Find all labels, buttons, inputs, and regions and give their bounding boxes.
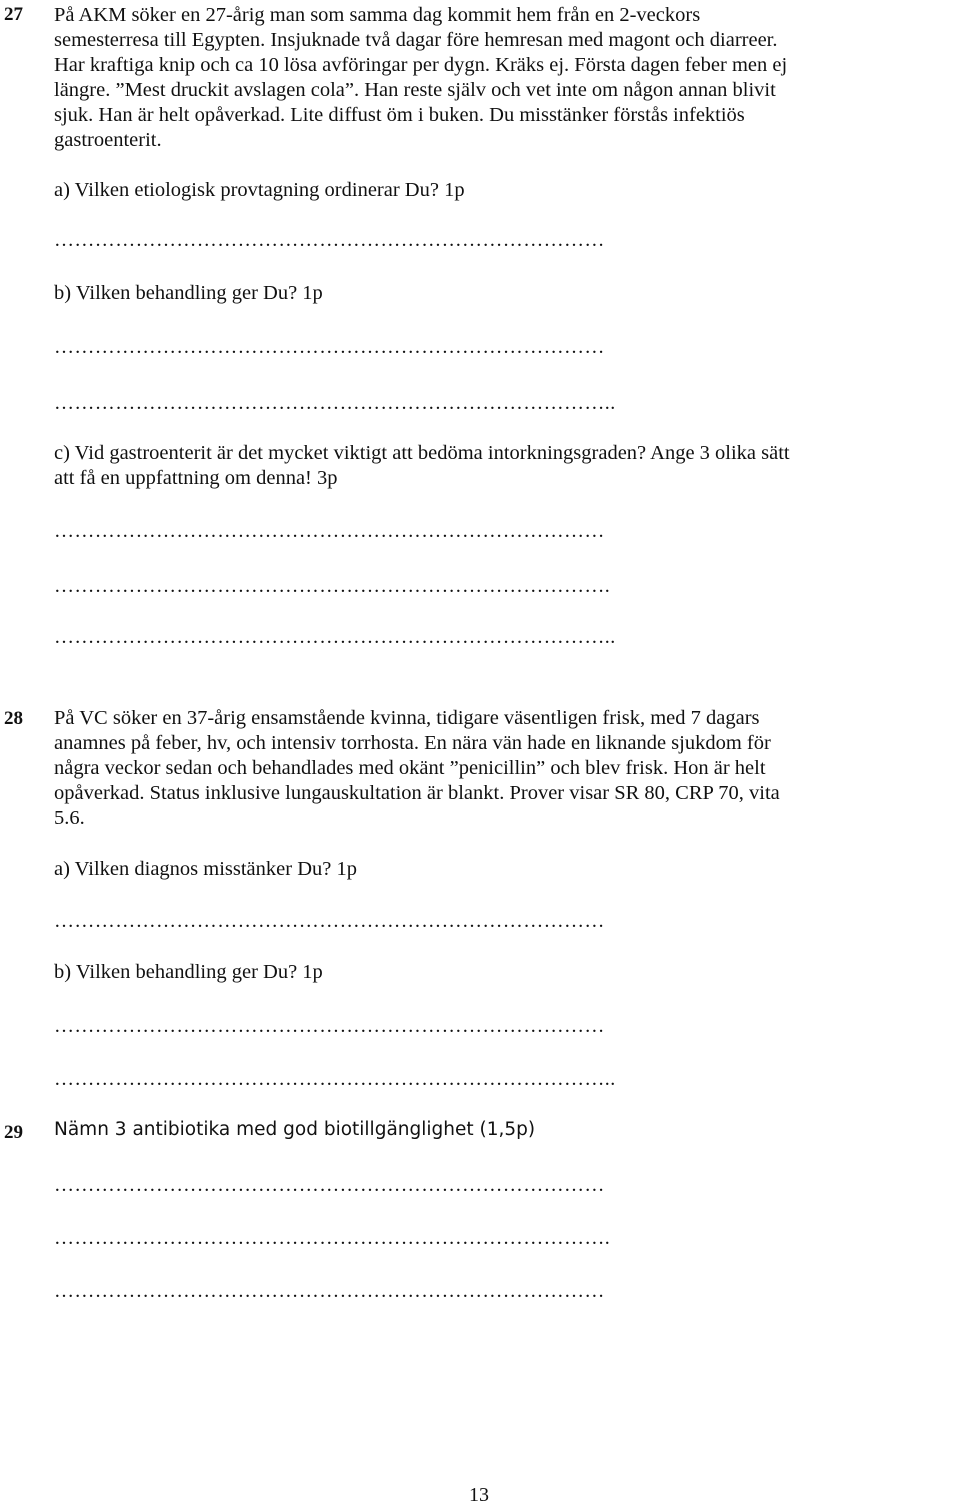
- q27a-prompt: a) Vilken etiologisk provtagning ordinerar Du? 1p: [54, 179, 465, 201]
- q27-text-line-3: Har kraftiga knip och ca 10 lösa avföringar per dygn. Kräks ej. Första dagen feber men ej: [54, 54, 788, 76]
- q27-text-line-6: gastroenterit.: [54, 129, 162, 151]
- q27b-answer-line-1[interactable]: ………………………………………………………………………: [54, 336, 605, 358]
- q27-text-line-1: På AKM söker en 27-årig man som samma dag kommit hem från en 2-veckors: [54, 4, 701, 26]
- page-number: 13: [469, 1484, 489, 1506]
- q28b-answer-line-2[interactable]: ………………………………………………………………………..: [54, 1068, 616, 1090]
- q28-text-line-5: 5.6.: [54, 807, 85, 829]
- q27c-prompt-line-2: att få en uppfattning om denna! 3p: [54, 467, 338, 489]
- q27b-answer-line-2[interactable]: ………………………………………………………………………..: [54, 392, 616, 414]
- q28-text-line-2: anamnes på feber, hv, och intensiv torrhosta. En nära vän hade en liknande sjukdom för: [54, 732, 771, 754]
- q29-answer-line-1[interactable]: ………………………………………………………………………: [54, 1174, 605, 1196]
- q28-text-line-3: några veckor sedan och behandlades med okänt ”penicillin” och blev frisk. Hon är helt: [54, 757, 766, 779]
- q27a-answer-line-1[interactable]: ………………………………………………………………………: [54, 229, 605, 251]
- q28a-answer-line-1[interactable]: ………………………………………………………………………: [54, 910, 605, 932]
- q27c-answer-line-3[interactable]: ………………………………………………………………………..: [54, 626, 616, 648]
- q28b-prompt: b) Vilken behandling ger Du? 1p: [54, 961, 323, 983]
- q27c-prompt-line-1: c) Vid gastroenterit är det mycket viktigt att bedöma intorkningsgraden? Ange 3 olika sätt: [54, 442, 790, 464]
- question-number-28: 28: [4, 708, 23, 729]
- q28b-answer-line-1[interactable]: ………………………………………………………………………: [54, 1015, 605, 1037]
- q27c-answer-line-1[interactable]: ………………………………………………………………………: [54, 520, 605, 542]
- q29-prompt: Nämn 3 antibiotika med god biotillgänglighet (1,5p): [54, 1119, 536, 1140]
- q28-text-line-4: opåverkad. Status inklusive lungauskultation är blankt. Prover visar SR 80, CRP 70, vita: [54, 782, 780, 804]
- q27-text-line-5: sjuk. Han är helt opåverkad. Lite diffust öm i buken. Du misstänker förstås infektiös: [54, 104, 745, 126]
- question-number-29: 29: [4, 1122, 23, 1143]
- q28a-prompt: a) Vilken diagnos misstänker Du? 1p: [54, 858, 357, 880]
- q27b-prompt: b) Vilken behandling ger Du? 1p: [54, 282, 323, 304]
- q28-text-line-1: På VC söker en 37-årig ensamstående kvinna, tidigare väsentligen frisk, med 7 dagars: [54, 707, 760, 729]
- q27c-answer-line-2[interactable]: ……………………………………………………………………….: [54, 575, 611, 597]
- q27-text-line-2: semesterresa till Egypten. Insjuknade två dagar före hemresan med magont och diarreer.: [54, 29, 778, 51]
- q29-answer-line-2[interactable]: ……………………………………………………………………….: [54, 1227, 611, 1249]
- question-number-27: 27: [4, 4, 23, 25]
- q27-text-line-4: längre. ”Mest druckit avslagen cola”. Han reste själv och vet inte om någon annan blivit: [54, 79, 776, 101]
- q29-answer-line-3[interactable]: ………………………………………………………………………: [54, 1280, 605, 1302]
